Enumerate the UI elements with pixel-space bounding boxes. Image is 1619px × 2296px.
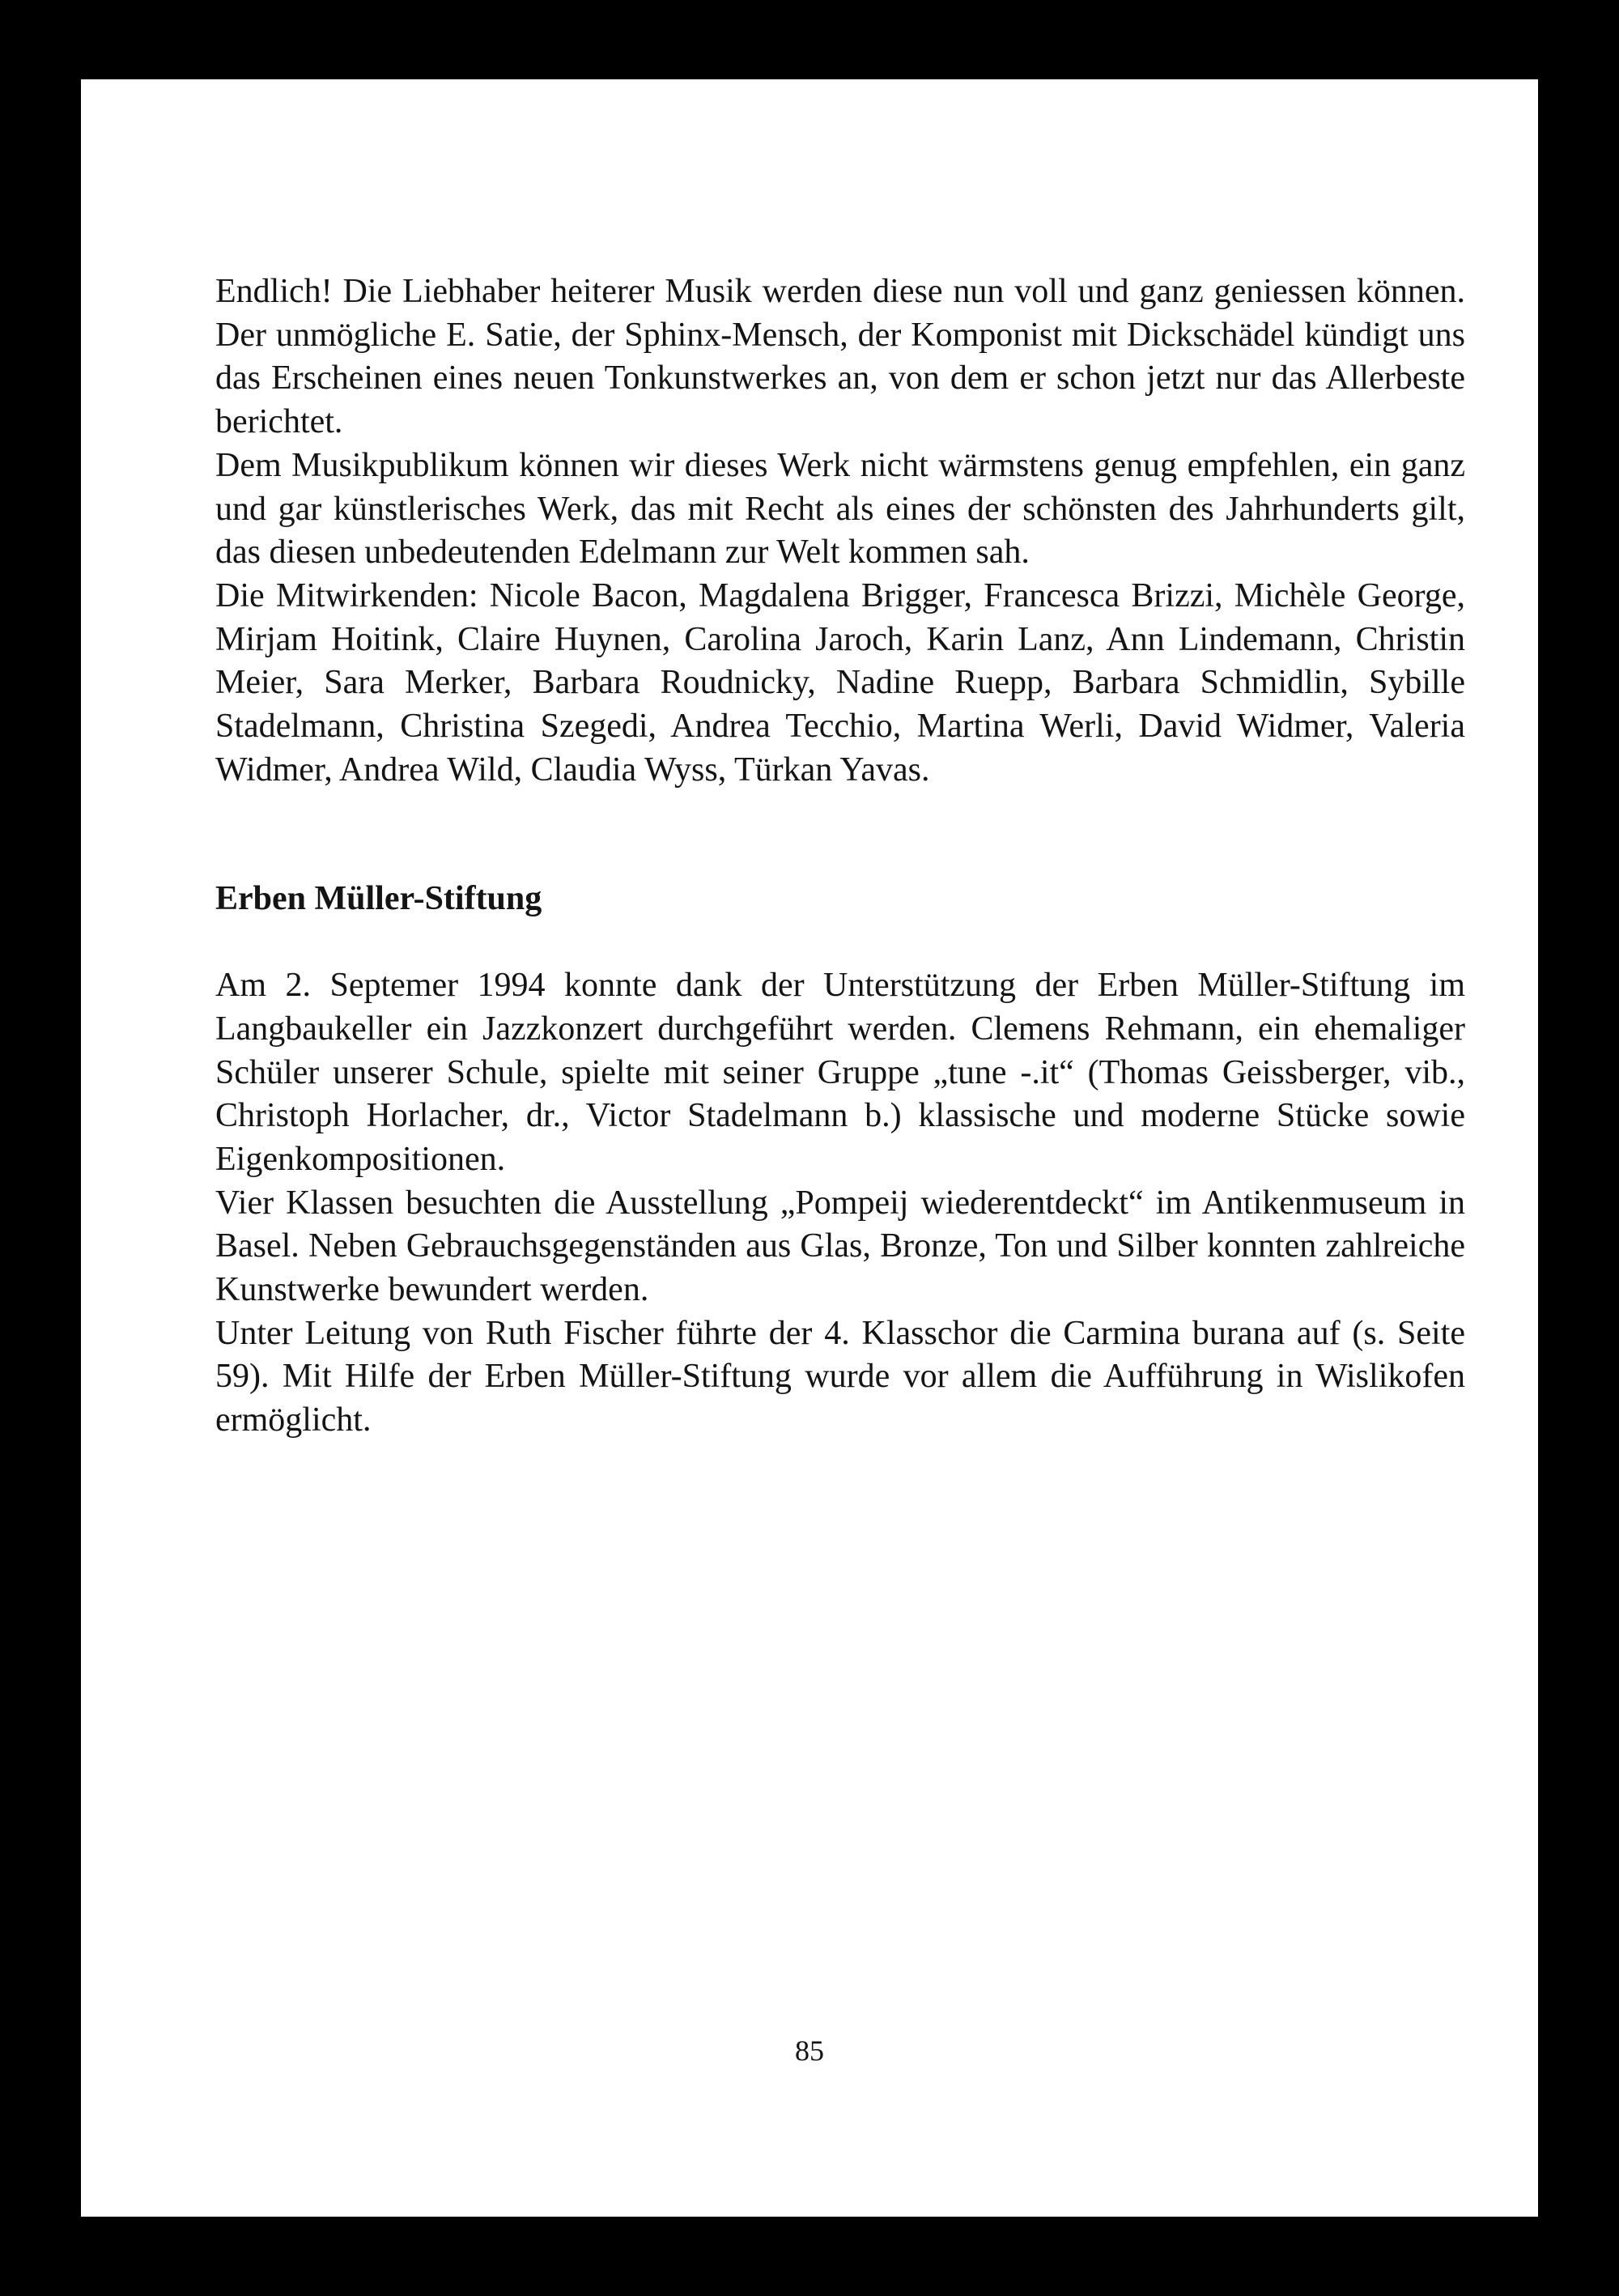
paragraph-carmina-burana: Unter Leitung von Ruth Fischer führte der 4. Klasschor die Carmina burana auf (s. Seite 59). Mit Hilfe der Erben Müller-Stiftung wurde vor allem die Aufführung in Wislikofen ermöglicht. [215,1314,1465,1439]
paragraph-jazz-concert: Am 2. Septemer 1994 konnte dank der Unterstützung der Erben Müller-Stiftung im Langbaukeller ein Jazzkonzert durchgeführt werden. Clemens Rehmann, ein ehemaliger Schüler unserer Schule, spielte mit seiner Gruppe „tune -.it“ (Thomas Geissberger, vib., Christoph Horlacher, dr., Victor Stadelmann b.) klassische und moderne Stücke sowie Eigenkompositionen. [215,967,1465,1178]
paragraph-satie-intro: Endlich! Die Liebhaber heiterer Musik werden diese nun voll und ganz geniessen können. Der unmögliche E. Satie, der Sphinx-Mensch, der Komponist mit Dickschädel kündigt uns das Erscheinen eines neuen Tonkunstwerkes an, von dem er schon jetzt nur das Allerbeste berichtet. [215,273,1465,441]
paragraph-pompeii-exhibition: Vier Klassen besuchten die Ausstellung „Pompeij wiederentdeckt“ im Antikenmuseum in Basel. Neben Gebrauchsgegenständen aus Glas, Bronze, Ton und Silber konnten zahlreiche Kunstwerke bewundert werden. [215,1184,1465,1309]
section-heading: Erben Müller-Stiftung [215,880,542,918]
page-number: 85 [795,2035,824,2067]
page-content [215,270,1465,1443]
document-page [81,79,1538,2217]
paragraph-participants: Die Mitwirkenden: Nicole Bacon, Magdalena Brigger, Francesca Brizzi, Michèle George, Mirjam Hoitink, Claire Huynen, Carolina Jaroch, Karin Lanz, Ann Lindemann, Christin Meier, Sara Merker, Barbara Roudnicky, Nadine Ruepp, Barbara Schmidlin, Sybille Stadelmann, Christina Szegedi, Andrea Tecchio, Martina Werli, David Widmer, Valeria Widmer, Andrea Wild, Claudia Wyss, Türkan Yavas. [215,576,1465,789]
heading-spacer [215,921,1465,964]
paragraph-work-praise: Dem Musikpublikum können wir dieses Werk nicht wärmstens genug empfehlen, ein ganz und gar künstlerisches Werk, das mit Recht als eines der schönsten des Jahrhunderts gilt, das diesen unbedeutenden Edelmann zur Welt kommen sah. [215,446,1465,572]
